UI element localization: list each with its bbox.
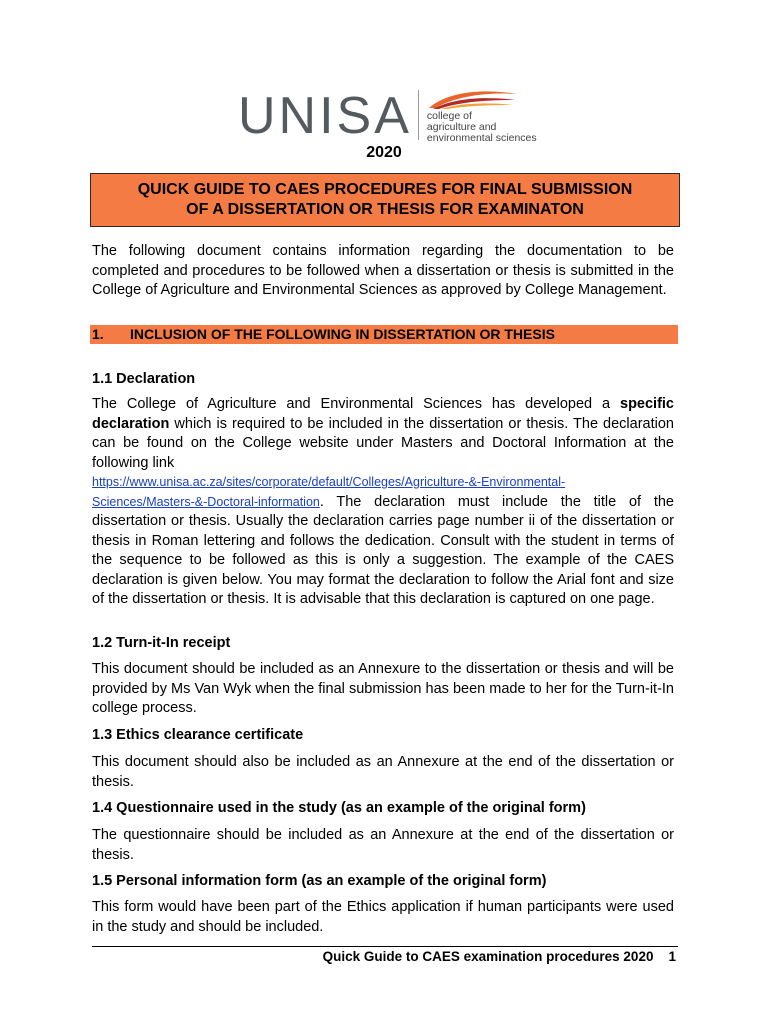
declaration-text: . The declaration must include the title of the dissertation or thesis. Usually the declaration carries page number ii of the dissertation or thesis in Roman lettering and follows the dedication. Consult with the student in terms of the sequence to be followed as this is only a suggestion. The example of the CAES declaration is given below. You may format the declaration to follow the Arial font and size of the dissertation or thesis. It is advisable that this declaration is captured on one page. (92, 493, 674, 607)
logo-divider (418, 90, 419, 140)
logo-college-line: college of (426, 110, 472, 122)
document-title-line: OF A DISSERTATION OR THESIS FOR EXAMINATON (186, 201, 584, 218)
college-website-link[interactable]: Sciences/Masters-&-Doctoral-information (92, 494, 320, 509)
document-year: 2020 (366, 144, 402, 161)
logo-wordmark: UNISA (238, 87, 412, 145)
subheading-ethics: 1.3 Ethics clearance certificate (92, 727, 304, 743)
page-footer (92, 949, 676, 964)
section-heading: INCLUSION OF THE FOLLOWING IN DISSERTATION OR THESIS (130, 326, 555, 342)
declaration-text: The College of Agriculture and Environmental Sciences has developed a (92, 396, 611, 412)
logo-college-line: environmental sciences (426, 132, 537, 144)
logo-college-line: agriculture and (426, 121, 497, 133)
college-website-link[interactable]: https://www.unisa.ac.za/sites/corporate/default/Colleges/Agriculture-&-Environmental- (92, 475, 566, 489)
declaration-bold: specific (620, 396, 674, 412)
intro-paragraph: The following document contains information regarding the documentation to be completed and procedures to be followed when a dissertation or thesis is submitted in the College of Agriculture and Environmental Sciences as approved by College Management. (92, 243, 674, 298)
logo-college-block (427, 88, 537, 143)
declaration-paragraph (92, 395, 674, 610)
subheading-turnitin: 1.2 Turn-it-In receipt (92, 635, 231, 651)
subheading-personal-info: 1.5 Personal information form (as an example of the original form) (92, 873, 547, 889)
unisa-logo (238, 88, 537, 148)
personal-info-paragraph: This form would have been part of the Ethics application if human participants were used in the study and should be included. (92, 899, 674, 935)
questionnaire-paragraph: The questionnaire should be included as an Annexure at the end of the dissertation or thesis. (92, 827, 674, 863)
section-heading-bar (90, 325, 678, 344)
declaration-text: which is required to be included in the dissertation or thesis. The declaration can be found on the College website under Masters and Doctoral Information at the following link (92, 415, 674, 471)
subheading-questionnaire: 1.4 Questionnaire used in the study (as an example of the original form) (92, 800, 586, 816)
footer-divider (92, 946, 678, 947)
subheading-declaration: 1.1 Declaration (92, 371, 196, 387)
ethics-paragraph: This document should also be included as an Annexure at the end of the dissertation or thesis. (92, 754, 674, 790)
document-title-box (90, 173, 680, 227)
turnitin-paragraph: This document should be included as an Annexure to the dissertation or thesis and will be provided by Ms Van Wyk when the final submission has been made to her for the Turn-it-In college process. (92, 661, 674, 716)
page-number: 1 (668, 949, 676, 964)
footer-text: Quick Guide to CAES examination procedures 2020 (322, 949, 654, 964)
logo-swoosh-icon (427, 88, 519, 110)
declaration-bold: declaration (92, 415, 170, 432)
section-number: 1. (92, 326, 104, 342)
document-title-line: QUICK GUIDE TO CAES PROCEDURES FOR FINAL SUBMISSION (137, 181, 633, 198)
